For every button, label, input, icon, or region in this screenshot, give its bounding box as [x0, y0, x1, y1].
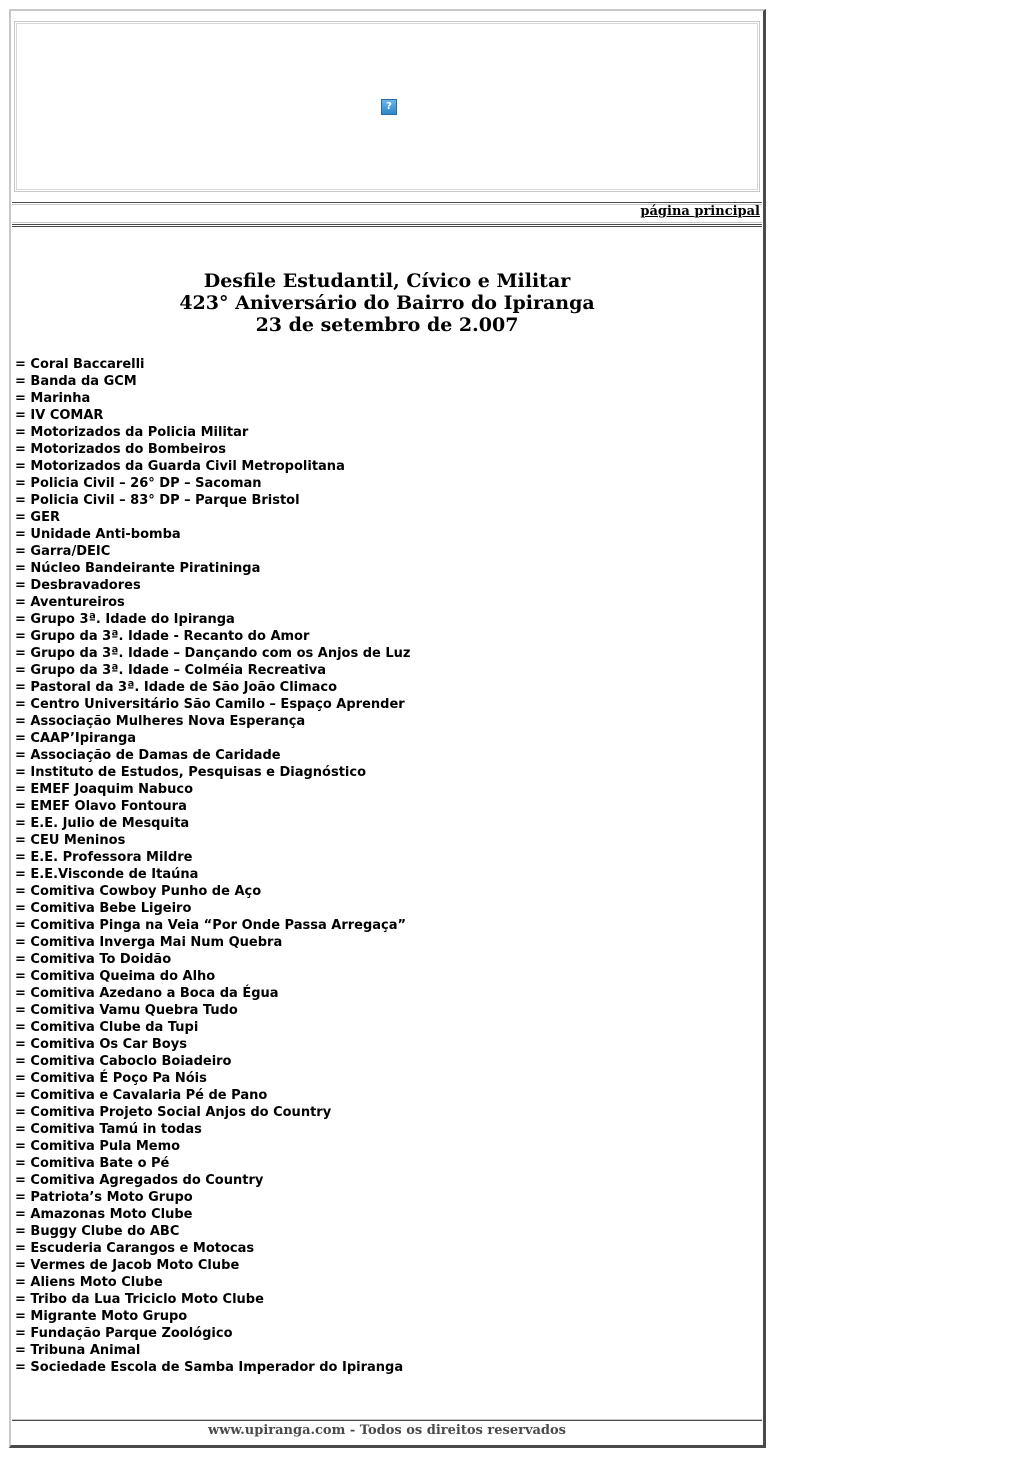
participant-list	[15, 356, 411, 1376]
list-item: = Comitiva Pinga na Veia “Por Onde Passa Arregaça”	[15, 918, 407, 933]
header-banner	[14, 21, 760, 192]
list-item: = CEU Meninos	[15, 833, 126, 848]
title-line-anniversary: 423° Aniversário do Bairro do Ipiranga	[179, 292, 595, 314]
list-item: = Centro Universitário São Camilo – Espaço Aprender	[15, 697, 405, 712]
list-item: = Associação Mulheres Nova Esperança	[15, 714, 306, 729]
list-item: = Fundação Parque Zoológico	[15, 1326, 233, 1341]
list-item: = E.E.Visconde de Itaúna	[15, 867, 199, 882]
list-item: = Comitiva Tamú in todas	[15, 1122, 202, 1137]
list-item: = Instituto de Estudos, Pesquisas e Diagnóstico	[15, 765, 367, 780]
list-item: = Pastoral da 3ª. Idade de São João Climaco	[15, 680, 338, 695]
list-item: = Aventureiros	[15, 595, 125, 610]
list-item: = Comitiva Azedano a Boca da Égua	[15, 986, 279, 1001]
home-page-link[interactable]: página principal	[640, 204, 760, 219]
list-item: = Comitiva É Poço Pa Nóis	[15, 1071, 207, 1086]
list-item: = Motorizados da Policia Militar	[15, 425, 249, 440]
list-item: = Garra/DEIC	[15, 544, 111, 559]
list-item: = EMEF Joaquim Nabuco	[15, 782, 194, 797]
list-item: = CAAP’Ipiranga	[15, 731, 137, 746]
list-item: = Policia Civil – 26° DP – Sacoman	[15, 476, 262, 491]
list-item: = GER	[15, 510, 60, 525]
list-item: = Motorizados da Guarda Civil Metropolitana	[15, 459, 345, 474]
list-item: = Núcleo Bandeirante Piratininga	[15, 561, 261, 576]
list-item: = Comitiva Pula Memo	[15, 1139, 181, 1154]
list-item: = Comitiva Inverga Mai Num Quebra	[15, 935, 283, 950]
list-item: = Sociedade Escola de Samba Imperador do Ipiranga	[15, 1360, 404, 1375]
list-item: = IV COMAR	[15, 408, 104, 423]
list-item: = Grupo da 3ª. Idade – Dançando com os Anjos de Luz	[15, 646, 411, 661]
list-item: = Tribo da Lua Triciclo Moto Clube	[15, 1292, 264, 1307]
list-item: = Aliens Moto Clube	[15, 1275, 163, 1290]
list-item: = Comitiva Caboclo Boiadeiro	[15, 1054, 232, 1069]
list-item: = Unidade Anti-bomba	[15, 527, 181, 542]
list-item: = Escuderia Carangos e Motocas	[15, 1241, 255, 1256]
list-item: = Comitiva Vamu Quebra Tudo	[15, 1003, 238, 1018]
broken-image-icon[interactable]: ?	[381, 99, 397, 115]
list-item: = Comitiva Agregados do Country	[15, 1173, 264, 1188]
list-item: = Migrante Moto Grupo	[15, 1309, 188, 1324]
title-line-date: 23 de setembro de 2.007	[255, 314, 519, 336]
list-item: = Comitiva Queima do Alho	[15, 969, 216, 984]
page-frame	[9, 9, 766, 1448]
title-line-event: Desfile Estudantil, Cívico e Militar	[203, 270, 571, 292]
list-item: = Comitiva Os Car Boys	[15, 1037, 187, 1052]
list-item: = Comitiva Bate o Pé	[15, 1156, 170, 1171]
list-item: = Amazonas Moto Clube	[15, 1207, 193, 1222]
list-item: = Banda da GCM	[15, 374, 137, 389]
list-item: = Vermes de Jacob Moto Clube	[15, 1258, 240, 1273]
list-item: = Grupo da 3ª. Idade – Colméia Recreativa	[15, 663, 327, 678]
list-item: = E.E. Professora Mildre	[15, 850, 193, 865]
list-item: = Comitiva Bebe Ligeiro	[15, 901, 192, 916]
list-item: = EMEF Olavo Fontoura	[15, 799, 187, 814]
list-item: = Comitiva To Doidão	[15, 952, 172, 967]
list-item: = Comitiva Cowboy Punho de Aço	[15, 884, 262, 899]
footer	[12, 1420, 762, 1441]
list-item: = E.E. Julio de Mesquita	[15, 816, 190, 831]
main-content	[12, 226, 762, 1420]
list-item: = Buggy Clube do ABC	[15, 1224, 180, 1239]
navigation-bar	[12, 202, 762, 225]
list-item: = Marinha	[15, 391, 91, 406]
list-item: = Comitiva Projeto Social Anjos do Country	[15, 1105, 332, 1120]
list-item: = Coral Baccarelli	[15, 357, 145, 372]
list-item: = Desbravadores	[15, 578, 141, 593]
list-item: = Motorizados do Bombeiros	[15, 442, 226, 457]
list-item: = Comitiva e Cavalaria Pé de Pano	[15, 1088, 268, 1103]
list-item: = Grupo 3ª. Idade do Ipiranga	[15, 612, 235, 627]
list-item: = Tribuna Animal	[15, 1343, 141, 1358]
list-item: = Policia Civil – 83° DP – Parque Bristol	[15, 493, 300, 508]
list-item: = Comitiva Clube da Tupi	[15, 1020, 199, 1035]
page-title	[12, 270, 762, 336]
list-item: = Associação de Damas de Caridade	[15, 748, 281, 763]
list-item: = Grupo da 3ª. Idade - Recanto do Amor	[15, 629, 310, 644]
list-item: = Patriota’s Moto Grupo	[15, 1190, 193, 1205]
copyright-text: www.upiranga.com - Todos os direitos reservados	[207, 1423, 567, 1438]
